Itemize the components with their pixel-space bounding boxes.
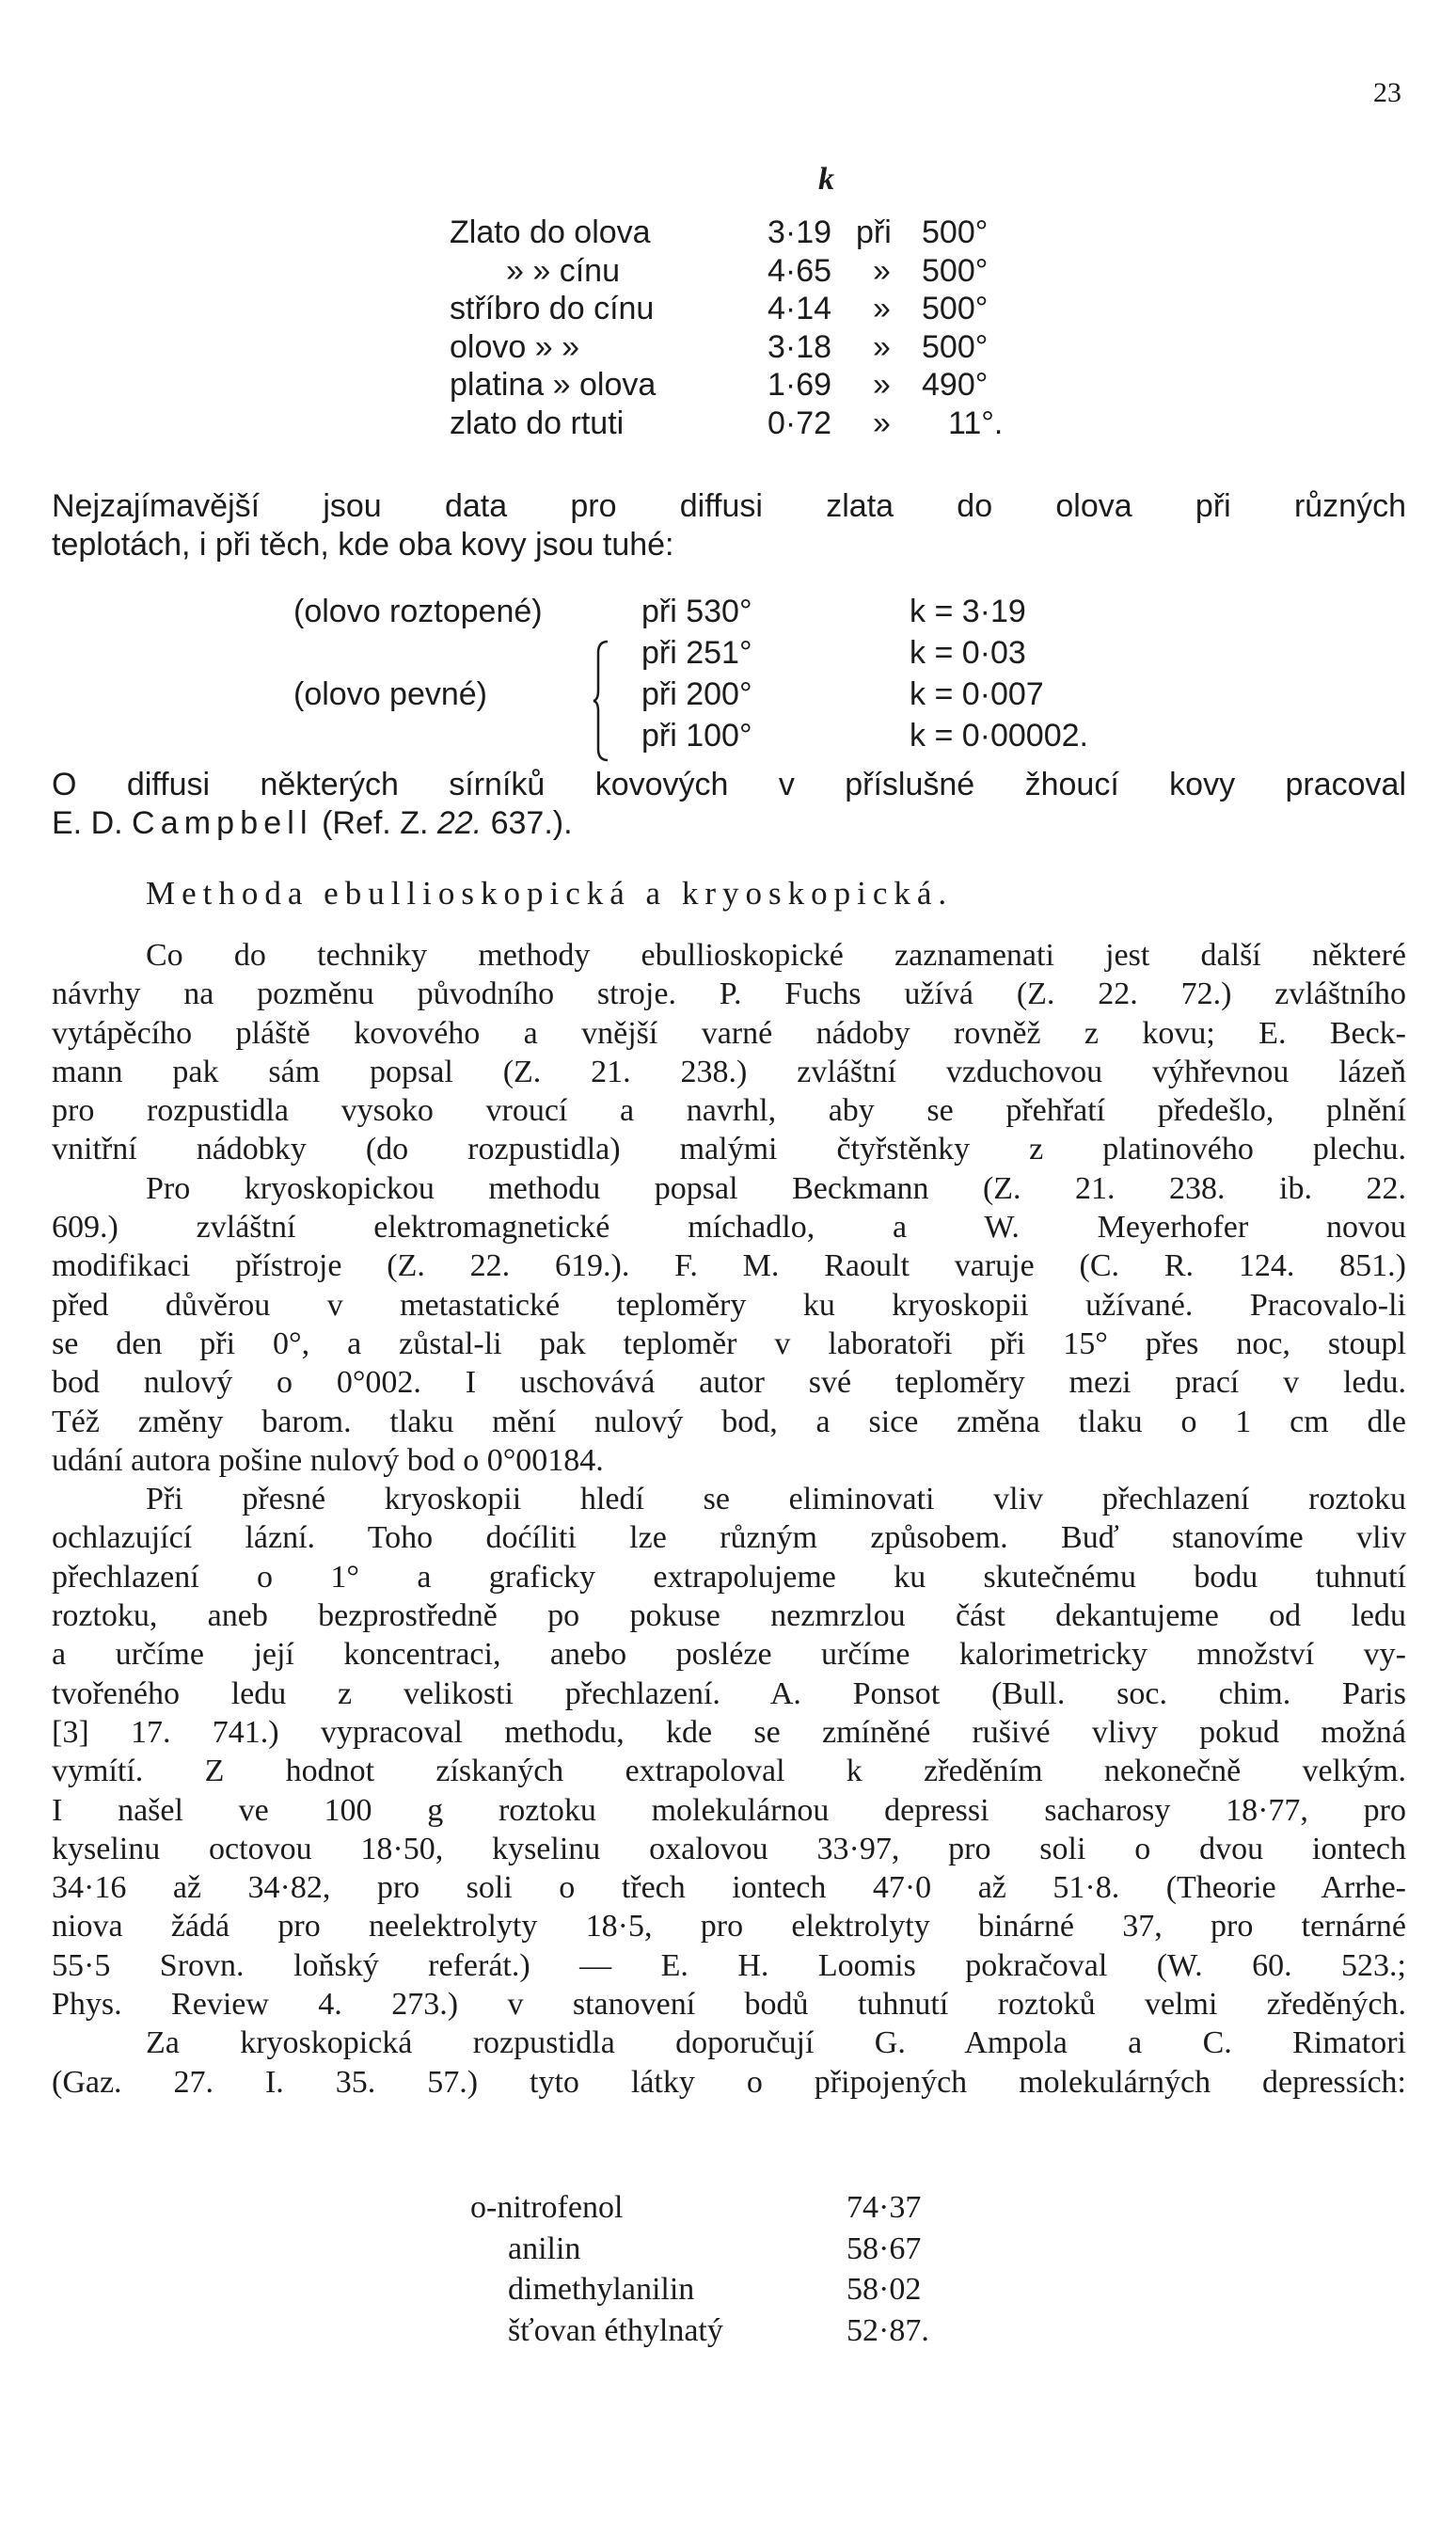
at-word: » — [873, 367, 891, 403]
at-word: » — [873, 252, 891, 289]
at-word: při — [856, 214, 892, 250]
temperature: 490° — [922, 367, 989, 403]
k-value: k = 0·007 — [910, 676, 1044, 712]
text-line: I našel ve 100 g roztoku molekulárnou depressi sacharosy 18·77, pro — [52, 1792, 1406, 1828]
text-line: Pro kryoskopickou methodu popsal Beckmann (Z. 21. 238. ib. 22. — [146, 1170, 1406, 1206]
temperature: 500° — [922, 328, 989, 365]
k-value: 4·14 — [768, 291, 832, 326]
state-label: (olovo pevné) — [293, 676, 488, 712]
k-column-heading: k — [818, 162, 834, 197]
text-line: 609.) zvláštní elektromagnetické míchadlo, a W. Meyerhofer novou — [52, 1210, 1406, 1246]
temperature: při 100° — [641, 718, 752, 754]
text-line: Za kryoskopická rozpustidla doporučují G. Ampola a C. Rimatori — [146, 2025, 1406, 2061]
at-word: » — [873, 291, 891, 326]
substance-name: o-nitrofenol — [470, 2190, 624, 2225]
text-line: udání autora pošine nulový bod o 0°00184. — [52, 1442, 604, 1478]
text-line: Phys. Review 4. 273.) v stanovení bodů tuhnutí roztoků velmi zředěných. — [52, 1987, 1406, 2023]
text-line: Co do techniky methody ebullioskopické zaznamenati jest další některé — [146, 938, 1406, 973]
k-value: 0·72 — [768, 405, 832, 441]
text-line: návrhy na pozměnu původního stroje. P. Fuchs užívá (Z. 22. 72.) zvláštního — [52, 976, 1406, 1012]
text-line: se den při 0°, a zůstal-li pak teploměr v laboratoři při 15° přes noc, stoupl — [52, 1325, 1406, 1361]
temperature: při 200° — [641, 676, 752, 712]
depression-value: 74·37 — [847, 2190, 922, 2225]
text-line: teplotách, i při těch, kde oba kovy jsou tuhé: — [52, 526, 674, 563]
initials: E. D. — [52, 804, 123, 841]
text-line: O diffusi některých sírníků kovových v příslušné žhoucí kovy pracoval — [52, 767, 1406, 802]
text-line: a určíme její koncentraci, anebo posléze určíme kalorimetricky množství vy- — [52, 1637, 1406, 1673]
text-line: vnitřní nádobky (do rozpustidla) malými čtyřstěnky z platinového plechu. — [52, 1132, 1406, 1167]
k-value: k = 0·03 — [910, 635, 1026, 671]
text-line: mann pak sám popsal (Z. 21. 238.) zvláštní vzduchovou výhřevnou lázeň — [52, 1054, 1406, 1089]
k-value: k = 3·19 — [910, 594, 1026, 629]
k-value: k = 0·00002. — [910, 718, 1088, 754]
body-text — [52, 936, 1406, 2102]
text-line: ochlazující lázní. Toho doćíliti lze různým způsobem. Buď stanovíme vliv — [52, 1520, 1406, 1556]
reference: (Ref. Z. — [322, 804, 429, 841]
metal-pair: olovo » » — [450, 328, 579, 365]
substance-name: dimethylanilin — [508, 2272, 695, 2307]
text-line: bod nulový o 0°002. I uschovává autor své teploměry mezi prací v ledu. — [52, 1365, 1406, 1401]
text-line: tvořeného ledu z velikosti přechlazení. A. Ponsot (Bull. soc. chim. Paris — [52, 1675, 1406, 1711]
text-line: kyselinu octovou 18·50, kyselinu oxalovou 33·97, pro soli o dvou iontech — [52, 1831, 1406, 1866]
temperature: 11°. — [948, 405, 1004, 441]
text-line — [52, 804, 1406, 843]
text-line: niova žádá pro neelektrolyty 18·5, pro elektrolyty binárné 37, pro ternárné — [52, 1909, 1406, 1945]
text-line: vymítí. Z hodnot získaných extrapoloval k zředěním nekonečně velkým. — [52, 1754, 1406, 1789]
depression-value: 58·67 — [847, 2230, 922, 2266]
metal-pair: Zlato do olova — [450, 214, 651, 250]
paragraph-sulfides — [52, 766, 1406, 842]
k-value: 3·19 — [768, 214, 832, 250]
paragraph-intro — [52, 487, 1406, 564]
metal-pair: » » cínu — [506, 252, 620, 289]
page-number: 23 — [1373, 77, 1401, 108]
section-heading: Methoda ebullioskopická a kryoskopická. — [146, 875, 954, 912]
depression-value: 58·02 — [847, 2272, 922, 2307]
text-line: (Gaz. 27. I. 35. 57.) tyto látky o připojených molekulárných depressích: — [52, 2064, 1406, 2100]
k-value: 1·69 — [768, 367, 832, 403]
temperature: 500° — [922, 291, 989, 326]
metal-pair: platina » olova — [450, 367, 657, 403]
text-line: Též změny barom. tlaku mění nulový bod, a sice změna tlaku o 1 cm dle — [52, 1404, 1406, 1439]
temperature: 500° — [922, 214, 989, 250]
at-word: » — [873, 328, 891, 365]
text-line: Při přesné kryoskopii hledí se eliminovati vliv přechlazení roztoku — [146, 1482, 1406, 1517]
depression-value: 52·87. — [847, 2312, 929, 2348]
state-label: (olovo roztopené) — [293, 594, 543, 629]
metal-pair: zlato do rtuti — [450, 405, 625, 441]
text-line: 34·16 až 34·82, pro soli o třech iontech 47·0 až 51·8. (Theorie Arrhe- — [52, 1870, 1406, 1906]
text-line: modifikaci přístroje (Z. 22. 619.). F. M. Raoult varuje (C. R. 124. 851.) — [52, 1248, 1406, 1284]
temperature: při 530° — [641, 594, 752, 629]
author-name: Campbell — [132, 804, 313, 841]
page-ref: 637.). — [490, 804, 573, 841]
text-line: 55·5 Srovn. loňský referát.) — E. H. Loomis pokračoval (W. 60. 523.; — [52, 1947, 1406, 1983]
text-line: pro rozpustidla vysoko vroucí a navrhl, aby se přehřatí předešlo, plnění — [52, 1093, 1406, 1129]
text-line: před důvěrou v metastatické teploměry ku kryoskopii užívané. Pracovalo-li — [52, 1287, 1406, 1323]
substance-name: anilin — [508, 2230, 581, 2266]
at-word: » — [873, 405, 891, 441]
volume-number: 22. — [436, 804, 483, 841]
temperature: při 251° — [641, 635, 752, 671]
text-line: roztoku, aneb bezprostředně po pokuse nezmrzlou část dekantujeme od ledu — [52, 1598, 1406, 1634]
temperature: 500° — [922, 252, 989, 289]
substance-name: šťovan éthylnatý — [508, 2312, 723, 2348]
k-value: 3·18 — [768, 328, 832, 365]
text-line: [3] 17. 741.) vypracoval methodu, kde se zmíněné rušivé vlivy pokud možná — [52, 1714, 1406, 1750]
metal-pair: stříbro do cínu — [450, 291, 655, 326]
text-line: přechlazení o 1° a graficky extrapolujeme ku skutečnému bodu tuhnutí — [52, 1559, 1406, 1595]
text-line: Nejzajímavější jsou data pro diffusi zlata do olova při různých — [52, 488, 1406, 524]
k-value: 4·65 — [768, 252, 832, 289]
curly-brace-icon — [593, 640, 611, 762]
text-line: vytápěcího pláště kovového a vnější varné nádoby rovněž z kovu; E. Beck- — [52, 1015, 1406, 1051]
